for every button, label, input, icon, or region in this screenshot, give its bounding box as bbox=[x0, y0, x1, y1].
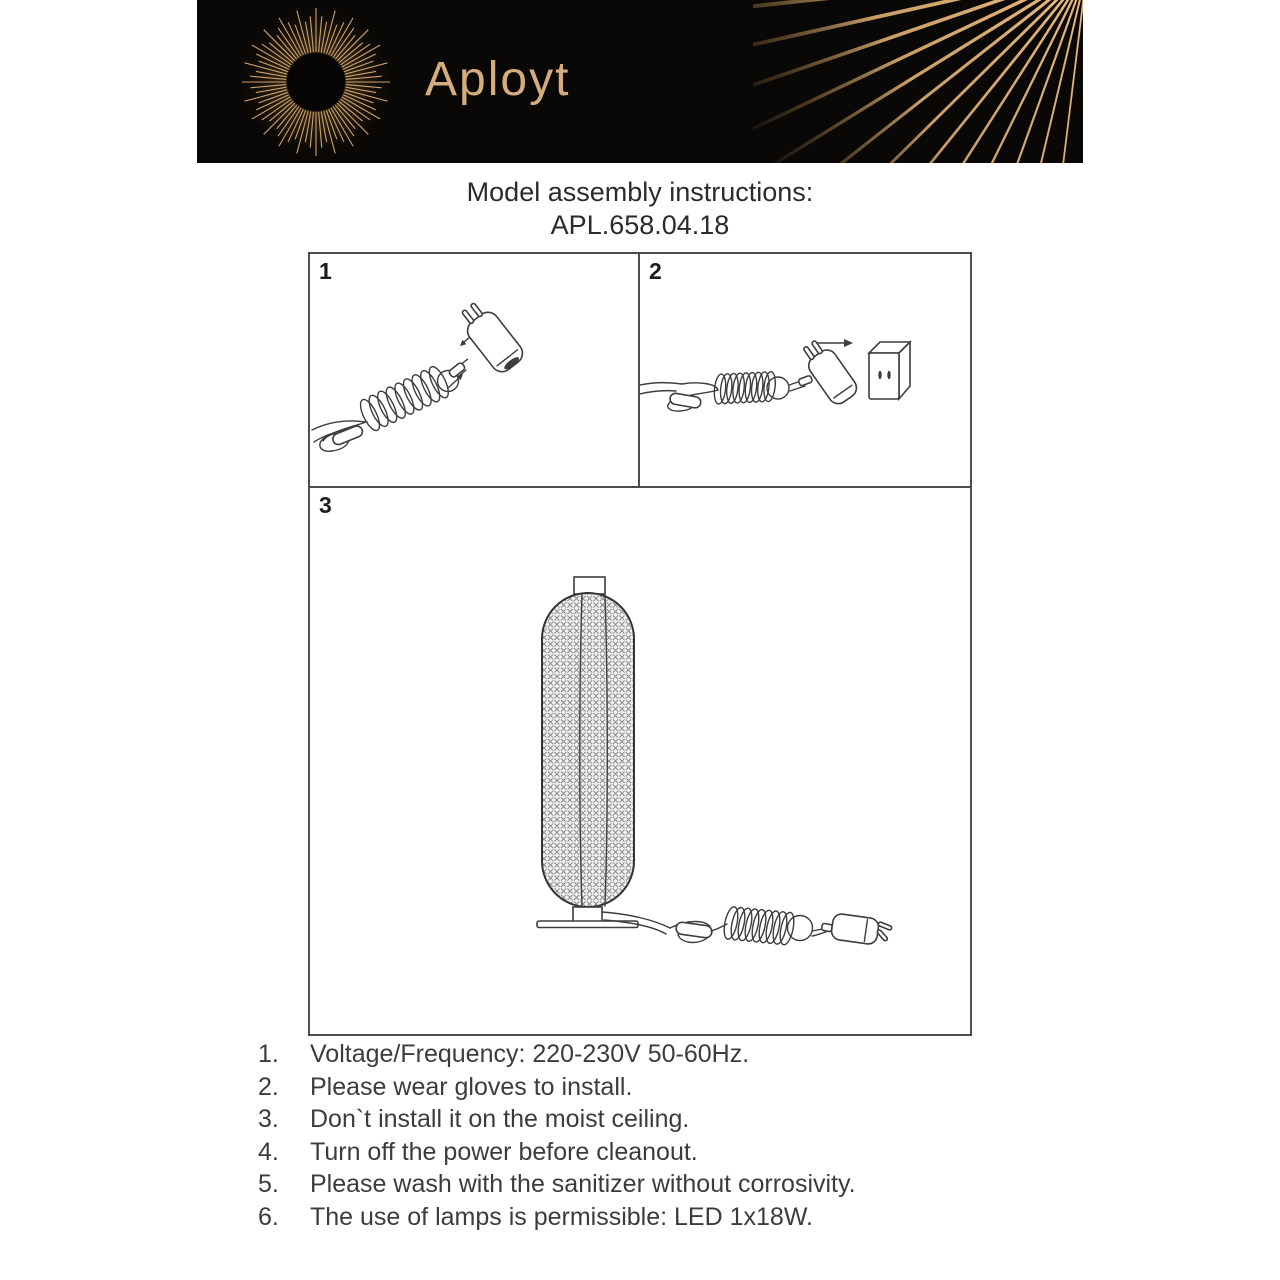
instruction-item bbox=[258, 1138, 856, 1171]
instruction-number: 5. bbox=[258, 1170, 279, 1198]
brand-banner bbox=[197, 0, 1083, 163]
instruction-item bbox=[258, 1040, 856, 1073]
cord-adapter-connection-illustration bbox=[310, 254, 638, 484]
page-title: Model assembly instructions: bbox=[466, 177, 814, 207]
instruction-list bbox=[258, 1040, 856, 1235]
instruction-text: Voltage/Frequency: 220-230V 50-60Hz. bbox=[310, 1040, 750, 1068]
diagram-panel-1 bbox=[310, 254, 640, 488]
diagram-panel-3 bbox=[310, 488, 970, 1034]
panel-3-number: 3 bbox=[319, 492, 332, 518]
instruction-number: 3. bbox=[258, 1105, 279, 1133]
sunburst-logo-icon bbox=[235, 1, 397, 163]
title-block bbox=[0, 176, 1280, 242]
plug-into-outlet-illustration bbox=[640, 254, 968, 484]
diagram-panel-2 bbox=[640, 254, 970, 488]
instruction-text: Please wear gloves to install. bbox=[310, 1072, 633, 1101]
model-number: APL.658.04.18 bbox=[550, 210, 730, 240]
instruction-text: The use of lamps is permissible: LED 1x18W. bbox=[310, 1202, 813, 1231]
panel-2-number: 2 bbox=[649, 258, 662, 284]
instruction-number: 4. bbox=[258, 1137, 279, 1166]
instruction-text: Turn off the power before cleanout. bbox=[310, 1137, 698, 1166]
instruction-item bbox=[258, 1203, 856, 1236]
instruction-number: 6. bbox=[258, 1202, 279, 1231]
corner-rays-icon bbox=[753, 0, 1083, 163]
instruction-text: Don`t install it on the moist ceiling. bbox=[310, 1105, 690, 1133]
brand-name: Aployt bbox=[425, 53, 571, 106]
instruction-item bbox=[258, 1105, 856, 1138]
table-lamp-illustration bbox=[310, 488, 968, 1030]
instruction-item bbox=[258, 1073, 856, 1106]
instruction-number: 2. bbox=[258, 1072, 279, 1101]
panel-1-number: 1 bbox=[319, 258, 332, 284]
instruction-text: Please wash with the sanitizer without corrosivity. bbox=[310, 1170, 856, 1198]
assembly-diagram bbox=[308, 252, 972, 1036]
instruction-item bbox=[258, 1170, 856, 1203]
instruction-number: 1. bbox=[258, 1040, 279, 1068]
